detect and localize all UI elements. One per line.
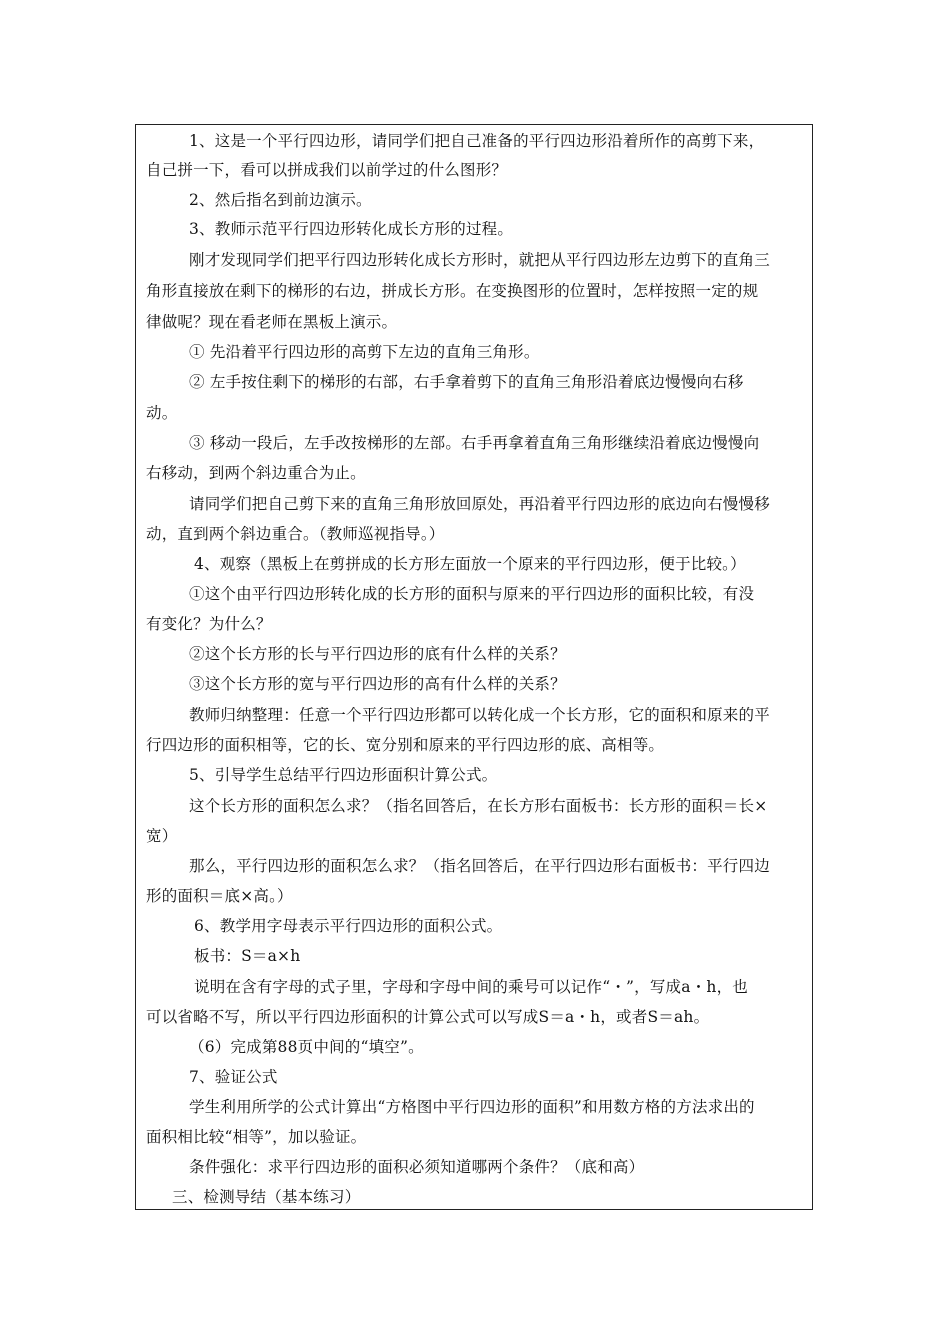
text-line: 角形直接放在剩下的梯形的右边，拼成长方形。在变换图形的位置时，怎样按照一定的规	[146, 282, 759, 300]
text-line: 三、检测导结（基本练习）	[172, 1188, 361, 1206]
text-line: ② 左手按住剩下的梯形的右部，右手拿着剪下的直角三角形沿着底边慢慢向右移	[189, 373, 744, 391]
text-line: ③ 移动一段后，左手改按梯形的左部。右手再拿着直角三角形继续沿着底边慢慢向	[189, 434, 760, 452]
text-line: 动，直到两个斜边重合。（教师巡视指导。）	[146, 525, 445, 543]
text-line: ① 先沿着平行四边形的高剪下左边的直角三角形。	[189, 343, 540, 361]
text-line: 6、教学用字母表示平行四边形的面积公式。	[194, 917, 503, 935]
text-line: 3、教师示范平行四边形转化成长方形的过程。	[189, 220, 514, 238]
text-line: 1、这是一个平行四边形，请同学们把自己准备的平行四边形沿着所作的高剪下来，	[189, 132, 765, 150]
text-line: 宽）	[146, 827, 178, 845]
text-line: 2、然后指名到前边演示。	[189, 191, 372, 209]
text-line: 形的面积＝底×高。）	[146, 887, 293, 905]
text-line: ②这个长方形的长与平行四边形的底有什么样的关系？	[189, 645, 566, 663]
text-line: 律做呢？现在看老师在黑板上演示。	[146, 313, 398, 331]
text-line: 5、引导学生总结平行四边形面积计算公式。	[189, 766, 498, 784]
text-line: 说明在含有字母的式子里，字母和字母中间的乘号可以记作“・”，写成a・h，也	[194, 978, 748, 996]
text-line: 刚才发现同学们把平行四边形转化成长方形时，就把从平行四边形左边剪下的直角三	[189, 251, 770, 269]
text-line: ③这个长方形的宽与平行四边形的高有什么样的关系？	[189, 675, 566, 693]
text-line: ①这个由平行四边形转化成的长方形的面积与原来的平行四边形的面积比较，有没	[189, 585, 755, 603]
text-line: 动。	[146, 404, 178, 422]
text-line: 条件强化：求平行四边形的面积必须知道哪两个条件？（底和高）	[189, 1158, 645, 1176]
text-line: 这个长方形的面积怎么求？（指名回答后，在长方形右面板书：长方形的面积＝长×	[189, 797, 768, 815]
text-line: 板书：S＝a×h	[194, 947, 301, 965]
text-line: 7、验证公式	[189, 1068, 278, 1086]
text-line: 那么，平行四边形的面积怎么求？（指名回答后，在平行四边形右面板书：平行四边	[189, 857, 770, 875]
text-line: 右移动，到两个斜边重合为止。	[146, 464, 366, 482]
text-line: （6）完成第88页中间的“填空”。	[189, 1038, 424, 1056]
text-line: 自己拼一下，看可以拼成我们以前学过的什么图形？	[146, 161, 508, 179]
text-line: 行四边形的面积相等，它的长、宽分别和原来的平行四边形的底、高相等。	[146, 736, 665, 754]
text-line: 4、观察（黑板上在剪拼成的长方形左面放一个原来的平行四边形，便于比较。）	[194, 555, 746, 573]
document-table-cell	[135, 124, 813, 1210]
text-line: 请同学们把自己剪下来的直角三角形放回原处，再沿着平行四边形的底边向右慢慢移	[189, 495, 770, 513]
text-line: 面积相比较“相等”，加以验证。	[146, 1128, 367, 1146]
text-line: 教师归纳整理：任意一个平行四边形都可以转化成一个长方形，它的面积和原来的平	[189, 706, 770, 724]
text-line: 可以省略不写，所以平行四边形面积的计算公式可以写成S＝a・h，或者S＝ah。	[146, 1008, 710, 1026]
text-line: 有变化？为什么？	[146, 615, 272, 633]
text-line: 学生利用所学的公式计算出“方格图中平行四边形的面积”和用数方格的方法求出的	[189, 1098, 755, 1116]
